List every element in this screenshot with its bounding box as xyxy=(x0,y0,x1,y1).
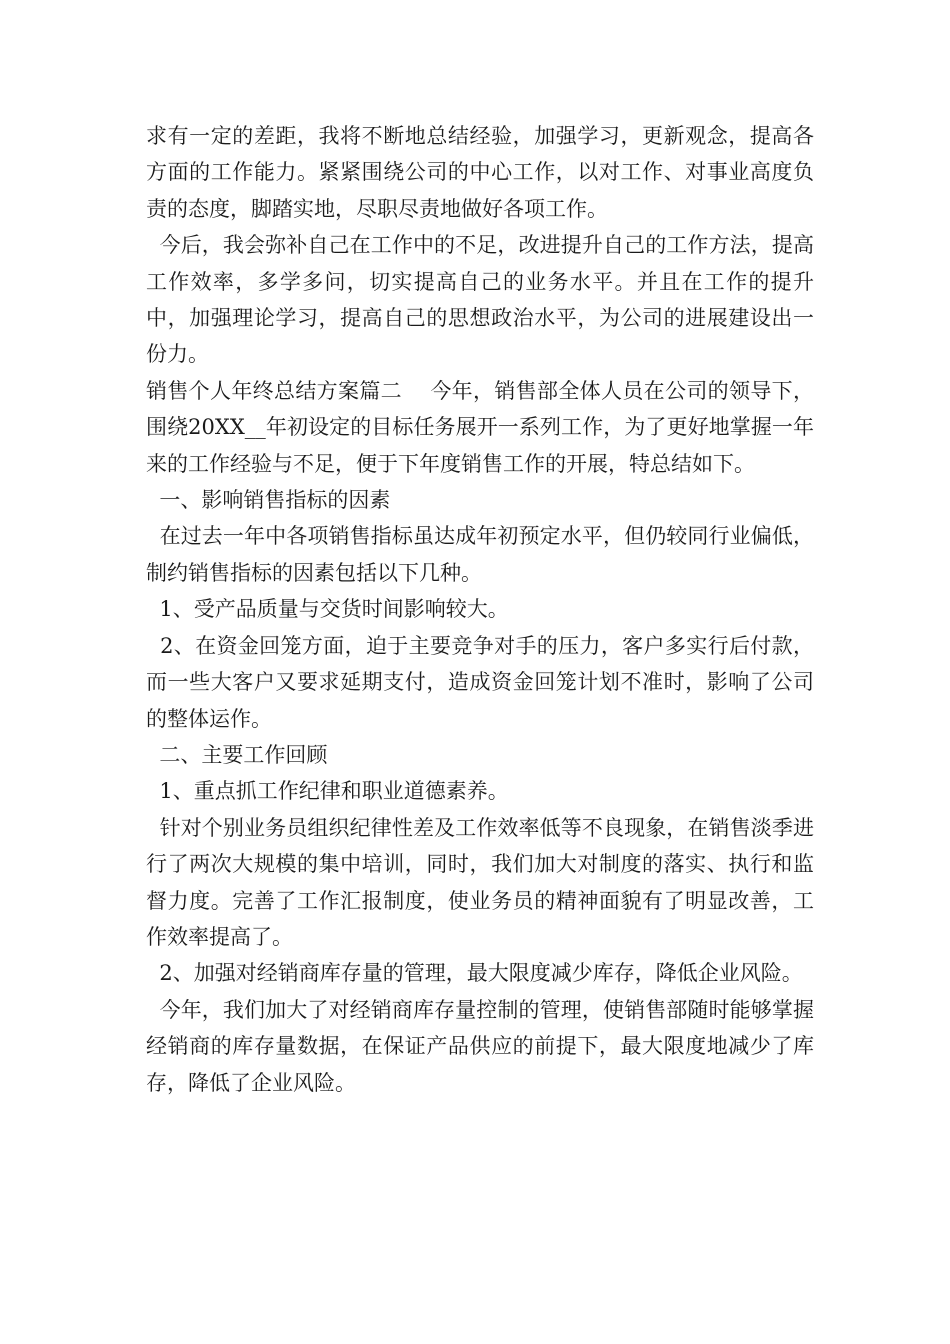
list-item-1: 1、受产品质量与交货时间影响较大。 xyxy=(146,597,509,622)
paragraph-5: 针对个别业务员组织纪律性差及工作效率低等不良现象，在销售淡季进行了两次大规模的集中培训，同时，我们加大对制度的落实、执行和监督力度。完善了工作汇报制度，使业务员的精神面貌有了明显改善，工作效率提高了。 xyxy=(146,815,814,949)
paragraph-2: 今后，我会弥补自己在工作中的不足，改进提升自己的工作方法，提高工作效率，多学多问，切实提高自己的业务水平。并且在工作的提升中，加强理论学习，提高自己的思想政治水平，为公司的进展建设出一份力。 xyxy=(146,233,814,367)
section-heading-2: 二、主要工作回顾 xyxy=(146,742,328,767)
section-heading-1: 一、影响销售指标的因素 xyxy=(146,488,391,513)
paragraph-6: 今年，我们加大了对经销商库存量控制的管理，使销售部随时能够掌握经销商的库存量数据，在保证产品供应的前提下，最大限度地减少了库存，降低了企业风险。 xyxy=(146,997,814,1095)
paragraph-4: 在过去一年中各项销售指标虽达成年初预定水平，但仍较同行业偏低，制约销售指标的因素包括以下几种。 xyxy=(146,524,814,585)
paragraph-1: 求有一定的差距，我将不断地总结经验，加强学习，更新观念，提高各方面的工作能力。紧紧围绕公司的中心工作，以对工作、对事业高度负责的态度，脚踏实地，尽职尽责地做好各项工作。 xyxy=(146,124,814,221)
list-item-2: 2、在资金回笼方面，迫于主要竞争对手的压力，客户多实行后付款，而一些大客户又要求延期支付，造成资金回笼计划不准时，影响了公司的整体运作。 xyxy=(146,633,814,731)
list-item-4: 2、加强对经销商库存量的管理，最大限度减少库存，降低企业风险。 xyxy=(146,961,803,986)
paragraph-3: 销售个人年终总结方案篇二 今年，销售部全体人员在公司的领导下，围绕20XX__年初设定的目标任务展开一系列工作，为了更好地掌握一年来的工作经验与不足，便于下年度销售工作的开展，特总结如下。 xyxy=(146,378,814,476)
document-body xyxy=(146,118,814,1101)
list-item-3: 1、重点抓工作纪律和职业道德素养。 xyxy=(146,779,509,804)
